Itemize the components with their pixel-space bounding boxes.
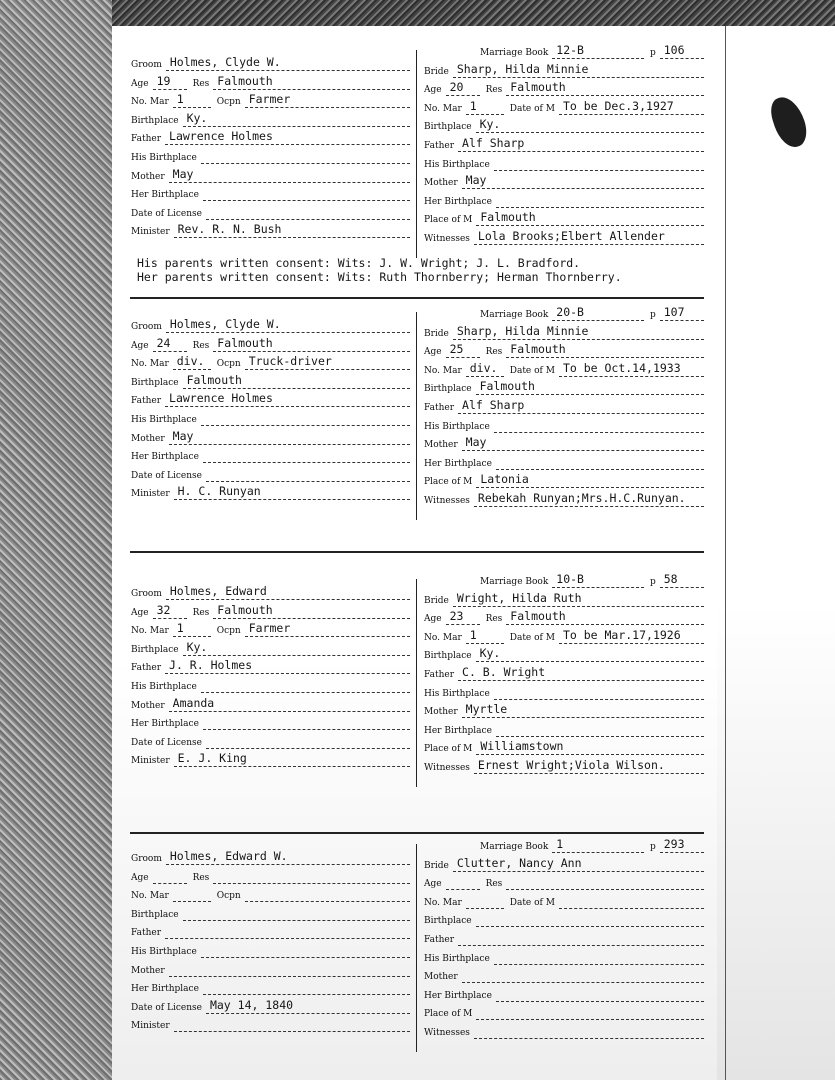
bride-name-value: Sharp, Hilda Minnie xyxy=(456,323,589,338)
bride-page-line xyxy=(660,58,704,59)
bride-mother-line xyxy=(462,450,704,451)
bride-witnesses-label: Witnesses xyxy=(424,234,470,244)
groom-minister-value: H. C. Runyan xyxy=(177,484,261,499)
groom-name-value: Holmes, Clyde W. xyxy=(169,317,281,331)
bride-witnesses-line xyxy=(474,506,704,507)
bride-no-mar-label: No. Mar xyxy=(424,103,462,114)
bride-birthplace-label: Birthplace xyxy=(424,916,472,927)
bride-birthplace-label: Birthplace xyxy=(424,122,472,133)
bride-date-of-m-value: To be Mar.17,1926 xyxy=(562,627,681,642)
bride-age-label: Age xyxy=(424,879,442,890)
groom-age-line xyxy=(153,89,187,90)
groom-res-label: Res xyxy=(192,78,210,89)
groom-age-line xyxy=(153,618,187,619)
bride-father-line xyxy=(458,945,704,946)
groom-groom-label: Groom xyxy=(131,322,162,332)
bride-birthplace-value: Ky. xyxy=(479,117,501,132)
column-divider xyxy=(416,50,417,258)
groom-res-line xyxy=(213,883,410,884)
groom-mother-label: Mother xyxy=(131,433,165,444)
groom-father-value: J. R. Holmes xyxy=(169,658,253,673)
groom-groom-label: Groom xyxy=(131,589,162,599)
bride-mother-label: Mother xyxy=(424,972,458,983)
bride-date-of-m-label: Date of M xyxy=(509,103,555,114)
groom-his-birthplace-label: His Birthplace xyxy=(131,153,197,163)
groom-name-line xyxy=(166,864,410,865)
bride-her-birthplace-label: Her Birthplace xyxy=(424,990,492,1001)
groom-birthplace-label: Birthplace xyxy=(131,909,179,920)
bride-name-value: Clutter, Nancy Ann xyxy=(456,855,582,870)
bride-father-label: Father xyxy=(424,141,455,151)
groom-age-value: 24 xyxy=(156,335,171,350)
groom-date-of-license-label: Date of License xyxy=(131,470,202,481)
groom-ocpn-line xyxy=(245,369,410,370)
groom-her-birthplace-label: Her Birthplace xyxy=(131,452,199,463)
groom-birthplace-value: Falmouth xyxy=(186,372,242,387)
groom-age-value: 32 xyxy=(156,602,171,617)
groom-no-mar-label: No. Mar xyxy=(131,97,169,108)
bride-mother-label: Mother xyxy=(424,440,458,451)
bride-name-line xyxy=(453,606,704,607)
bride-res-line xyxy=(506,889,704,890)
groom-date-of-license-line xyxy=(206,481,410,482)
bride-p-label: p xyxy=(650,48,656,58)
bride-birthplace-value: Ky. xyxy=(479,646,501,661)
bride-no-mar-label: No. Mar xyxy=(424,632,462,643)
bride-age-line xyxy=(446,624,480,625)
bride-bride-label: Bride xyxy=(424,595,449,606)
groom-her-birthplace-line xyxy=(203,200,410,201)
groom-her-birthplace-label: Her Birthplace xyxy=(131,984,199,995)
bride-no-mar-value: div. xyxy=(469,360,498,375)
bride-mother-value: May xyxy=(465,173,487,188)
groom-no-mar-line xyxy=(173,636,211,637)
bride-bride-label: Bride xyxy=(424,860,449,871)
column-divider xyxy=(416,579,417,787)
bride-age-line xyxy=(446,889,480,890)
groom-birthplace-value: Ky. xyxy=(186,639,208,654)
bride-res-label: Res xyxy=(485,879,503,890)
bride-marriage-book-label: Marriage Book xyxy=(480,48,549,58)
bride-date-of-m-value: To be Dec.3,1927 xyxy=(562,98,674,113)
groom-no-mar-label: No. Mar xyxy=(131,891,169,902)
bride-witnesses-line xyxy=(474,773,704,774)
bride-her-birthplace-label: Her Birthplace xyxy=(424,725,492,736)
scan-border-left xyxy=(0,0,112,1080)
bride-birthplace-value: Falmouth xyxy=(479,379,535,394)
bride-his-birthplace-label: His Birthplace xyxy=(424,421,490,432)
groom-father-label: Father xyxy=(131,663,162,674)
groom-age-label: Age xyxy=(131,340,149,351)
bride-date-of-m-line xyxy=(559,114,704,115)
groom-minister-value: Rev. R. N. Bush xyxy=(177,222,282,237)
groom-name-value: Holmes, Edward W. xyxy=(169,849,288,863)
bride-book-value: 12-B xyxy=(556,43,584,57)
bride-res-label: Res xyxy=(485,614,503,625)
column-divider xyxy=(416,312,417,520)
groom-birthplace-line xyxy=(183,655,410,656)
bride-page-value: 58 xyxy=(663,572,678,586)
bride-res-label: Res xyxy=(485,85,503,96)
groom-mother-label: Mother xyxy=(131,965,165,976)
groom-age-label: Age xyxy=(131,78,149,89)
bride-date-of-m-line xyxy=(559,643,704,644)
groom-father-label: Father xyxy=(131,396,162,407)
bride-mother-value: Myrtle xyxy=(465,702,508,717)
bride-name-line xyxy=(453,339,704,340)
bride-book-line xyxy=(552,320,644,321)
groom-birthplace-line xyxy=(183,920,410,921)
bride-no-mar-line xyxy=(466,376,504,377)
bride-witnesses-label: Witnesses xyxy=(424,1028,470,1038)
bride-page-value: 107 xyxy=(663,305,685,319)
groom-her-birthplace-line xyxy=(203,462,410,463)
bride-place-of-m-label: Place of M xyxy=(424,477,473,488)
bride-father-line xyxy=(458,680,704,681)
bride-name-line xyxy=(453,77,704,78)
bride-witnesses-line xyxy=(474,1038,704,1039)
bride-father-label: Father xyxy=(424,935,455,945)
bride-res-value: Falmouth xyxy=(510,80,566,95)
groom-birthplace-value: Ky. xyxy=(186,110,208,125)
bride-place-of-m-value: Williamstown xyxy=(480,739,564,754)
groom-birthplace-label: Birthplace xyxy=(131,644,179,655)
bride-p-label: p xyxy=(650,577,656,587)
bride-witnesses-label: Witnesses xyxy=(424,763,470,773)
bride-his-birthplace-line xyxy=(494,964,704,965)
groom-groom-label: Groom xyxy=(131,854,162,864)
bride-book-value: 1 xyxy=(556,837,564,851)
bride-father-label: Father xyxy=(424,670,455,680)
groom-mother-label: Mother xyxy=(131,171,165,182)
scan-border-right xyxy=(717,26,835,1080)
bride-date-of-m-line xyxy=(559,908,704,909)
groom-ocpn-line xyxy=(245,107,410,108)
bride-bride-label: Bride xyxy=(424,328,449,339)
bride-place-of-m-line xyxy=(476,754,704,755)
groom-res-value: Falmouth xyxy=(217,602,273,617)
groom-mother-label: Mother xyxy=(131,700,165,711)
groom-no-mar-line xyxy=(173,107,211,108)
bride-place-of-m-line xyxy=(476,1019,704,1020)
bride-her-birthplace-line xyxy=(496,736,704,737)
groom-name-value: Holmes, Clyde W. xyxy=(169,55,281,69)
groom-mother-line xyxy=(169,976,410,977)
bride-marriage-book-label: Marriage Book xyxy=(480,577,549,587)
bride-age-label: Age xyxy=(424,85,442,96)
groom-father-line xyxy=(165,673,410,674)
bride-place-of-m-value: Latonia xyxy=(480,472,529,487)
bride-age-value: 23 xyxy=(449,609,464,624)
bride-place-of-m-line xyxy=(476,487,704,488)
bride-book-line xyxy=(552,58,644,59)
groom-father-line xyxy=(165,144,410,145)
bride-mother-line xyxy=(462,982,704,983)
groom-ocpn-value: Farmer xyxy=(248,621,291,636)
bride-res-label: Res xyxy=(485,347,503,358)
groom-age-line xyxy=(153,351,187,352)
bride-place-of-m-label: Place of M xyxy=(424,1009,473,1020)
bride-witnesses-value: Lola Brooks;Elbert Allender xyxy=(477,229,665,243)
bride-her-birthplace-label: Her Birthplace xyxy=(424,196,492,207)
groom-mother-line xyxy=(169,182,410,183)
groom-age-value: 19 xyxy=(156,73,171,88)
bride-marriage-book-label: Marriage Book xyxy=(480,310,549,320)
bride-name-line xyxy=(453,871,704,872)
groom-date-of-license-value: May 14, 1840 xyxy=(209,997,294,1012)
bride-mother-line xyxy=(462,188,704,189)
groom-minister-label: Minister xyxy=(131,1021,170,1032)
bride-witnesses-line xyxy=(474,244,704,245)
bride-her-birthplace-label: Her Birthplace xyxy=(424,458,492,469)
groom-birthplace-line xyxy=(183,388,410,389)
bride-res-value: Falmouth xyxy=(510,342,566,357)
record-separator xyxy=(130,297,704,299)
bride-his-birthplace-label: His Birthplace xyxy=(424,688,490,699)
bride-father-line xyxy=(458,151,704,152)
groom-ocpn-value: Farmer xyxy=(248,92,291,107)
bride-her-birthplace-line xyxy=(496,469,704,470)
bride-age-label: Age xyxy=(424,614,442,625)
bride-date-of-m-line xyxy=(559,376,704,377)
bride-book-value: 10-B xyxy=(556,572,584,586)
bride-age-value: 25 xyxy=(449,342,464,357)
bride-marriage-book-label: Marriage Book xyxy=(480,842,549,852)
bride-book-line xyxy=(552,852,644,853)
groom-father-value: Lawrence Holmes xyxy=(169,391,273,406)
groom-no-mar-line xyxy=(173,369,211,370)
groom-minister-value: E. J. King xyxy=(177,751,247,766)
groom-age-label: Age xyxy=(131,872,149,883)
groom-date-of-license-line xyxy=(206,1013,410,1014)
groom-date-of-license-line xyxy=(206,748,410,749)
bride-no-mar-line xyxy=(466,643,504,644)
groom-res-line xyxy=(213,351,410,352)
groom-no-mar-value: 1 xyxy=(176,621,184,636)
groom-father-label: Father xyxy=(131,928,162,939)
bride-place-of-m-label: Place of M xyxy=(424,215,473,226)
bride-birthplace-label: Birthplace xyxy=(424,651,472,662)
groom-minister-label: Minister xyxy=(131,756,170,767)
groom-no-mar-value: div. xyxy=(176,354,205,369)
groom-ocpn-label: Ocpn xyxy=(216,891,241,902)
groom-father-line xyxy=(165,938,410,939)
bride-his-birthplace-line xyxy=(494,432,704,433)
record-separator xyxy=(130,551,704,553)
groom-no-mar-label: No. Mar xyxy=(131,626,169,637)
groom-birthplace-line xyxy=(183,126,410,127)
bride-res-line xyxy=(506,624,704,625)
groom-date-of-license-label: Date of License xyxy=(131,1002,202,1013)
groom-birthplace-label: Birthplace xyxy=(131,115,179,126)
groom-name-line xyxy=(166,332,410,333)
groom-res-label: Res xyxy=(192,872,210,883)
groom-res-value: Falmouth xyxy=(217,335,273,350)
bride-birthplace-line xyxy=(476,394,704,395)
record-card xyxy=(112,26,717,1080)
groom-age-line xyxy=(153,883,187,884)
groom-his-birthplace-line xyxy=(201,692,410,693)
groom-minister-label: Minister xyxy=(131,489,170,500)
groom-no-mar-value: 1 xyxy=(176,92,184,107)
groom-mother-line xyxy=(169,444,410,445)
bride-res-value: Falmouth xyxy=(510,609,566,624)
groom-age-label: Age xyxy=(131,607,149,618)
bride-father-value: Alf Sharp xyxy=(462,398,525,412)
groom-father-label: Father xyxy=(131,134,162,145)
bride-p-label: p xyxy=(650,310,656,320)
bride-no-mar-label: No. Mar xyxy=(424,365,462,376)
groom-his-birthplace-label: His Birthplace xyxy=(131,415,197,425)
groom-father-line xyxy=(165,406,410,407)
bride-age-value: 20 xyxy=(449,80,464,95)
bride-date-of-m-label: Date of M xyxy=(509,897,555,908)
bride-his-birthplace-label: His Birthplace xyxy=(424,953,490,964)
groom-ocpn-line xyxy=(245,901,410,902)
bride-no-mar-value: 1 xyxy=(469,98,477,113)
bride-age-line xyxy=(446,357,480,358)
groom-res-label: Res xyxy=(192,340,210,351)
groom-res-value: Falmouth xyxy=(217,73,273,88)
bride-father-value: C. B. Wright xyxy=(462,665,546,679)
groom-his-birthplace-label: His Birthplace xyxy=(131,682,197,692)
groom-her-birthplace-label: Her Birthplace xyxy=(131,719,199,730)
groom-minister-line xyxy=(174,766,410,767)
bride-witnesses-value: Ernest Wright;Viola Wilson. xyxy=(477,758,665,772)
groom-father-value: Lawrence Holmes xyxy=(169,129,273,144)
bride-name-value: Wright, Hilda Ruth xyxy=(456,590,582,605)
bride-res-line xyxy=(506,95,704,96)
groom-minister-line xyxy=(174,499,410,500)
groom-birthplace-label: Birthplace xyxy=(131,377,179,388)
groom-name-line xyxy=(166,70,410,71)
bride-age-label: Age xyxy=(424,347,442,358)
bride-no-mar-line xyxy=(466,908,504,909)
bride-res-line xyxy=(506,357,704,358)
bride-mother-value: May xyxy=(465,435,487,450)
bride-his-birthplace-line xyxy=(494,699,704,700)
groom-minister-line xyxy=(174,1031,410,1032)
bride-her-birthplace-line xyxy=(496,1001,704,1002)
bride-birthplace-line xyxy=(476,661,704,662)
groom-mother-value: Amanda xyxy=(172,695,215,710)
groom-name-value: Holmes, Edward xyxy=(169,584,267,598)
groom-mother-value: May xyxy=(172,166,194,181)
bride-place-of-m-value: Falmouth xyxy=(480,210,536,225)
bride-no-mar-value: 1 xyxy=(469,627,477,642)
bride-page-line xyxy=(660,320,704,321)
bride-bride-label: Bride xyxy=(424,66,449,77)
bride-place-of-m-label: Place of M xyxy=(424,744,473,755)
bride-birthplace-label: Birthplace xyxy=(424,384,472,395)
bride-father-line xyxy=(458,413,704,414)
consent-note: His parents written consent: Wits: J. W. Wright; J. L. Bradford. xyxy=(137,256,581,270)
bride-book-line xyxy=(552,587,644,588)
column-divider xyxy=(416,844,417,1052)
groom-ocpn-label: Ocpn xyxy=(216,97,241,108)
groom-his-birthplace-label: His Birthplace xyxy=(131,947,197,957)
groom-his-birthplace-line xyxy=(201,957,410,958)
bride-witnesses-label: Witnesses xyxy=(424,496,470,506)
groom-date-of-license-label: Date of License xyxy=(131,737,202,748)
bride-date-of-m-label: Date of M xyxy=(509,632,555,643)
groom-res-line xyxy=(213,618,410,619)
bride-date-of-m-value: To be Oct.14,1933 xyxy=(562,360,681,375)
bride-father-label: Father xyxy=(424,403,455,413)
groom-mother-line xyxy=(169,711,410,712)
groom-mother-value: May xyxy=(172,428,194,443)
groom-his-birthplace-line xyxy=(201,163,410,164)
groom-her-birthplace-line xyxy=(203,729,410,730)
bride-p-label: p xyxy=(650,842,656,852)
bride-page-line xyxy=(660,852,704,853)
groom-his-birthplace-line xyxy=(201,425,410,426)
groom-date-of-license-label: Date of License xyxy=(131,208,202,219)
bride-page-value: 293 xyxy=(663,837,685,851)
bride-date-of-m-label: Date of M xyxy=(509,365,555,376)
bride-name-value: Sharp, Hilda Minnie xyxy=(456,61,589,76)
groom-ocpn-value: Truck-driver xyxy=(248,354,332,369)
groom-no-mar-line xyxy=(173,901,211,902)
bride-birthplace-line xyxy=(476,926,704,927)
bride-witnesses-value: Rebekah Runyan;Mrs.H.C.Runyan. xyxy=(477,491,686,505)
groom-groom-label: Groom xyxy=(131,60,162,70)
bride-place-of-m-line xyxy=(476,225,704,226)
groom-her-birthplace-line xyxy=(203,994,410,995)
groom-no-mar-label: No. Mar xyxy=(131,359,169,370)
bride-mother-line xyxy=(462,717,704,718)
groom-minister-label: Minister xyxy=(131,227,170,238)
groom-ocpn-label: Ocpn xyxy=(216,626,241,637)
consent-note: Her parents written consent: Wits: Ruth Thornberry; Herman Thornberry. xyxy=(137,270,622,284)
bride-his-birthplace-label: His Birthplace xyxy=(424,159,490,170)
groom-res-line xyxy=(213,89,410,90)
bride-no-mar-line xyxy=(466,114,504,115)
bride-age-line xyxy=(446,95,480,96)
groom-minister-line xyxy=(174,237,410,238)
bride-mother-label: Mother xyxy=(424,178,458,189)
bride-birthplace-line xyxy=(476,132,704,133)
bride-his-birthplace-line xyxy=(494,170,704,171)
scan-border-top xyxy=(112,0,835,26)
bride-no-mar-label: No. Mar xyxy=(424,897,462,908)
bride-father-value: Alf Sharp xyxy=(462,136,525,150)
groom-ocpn-label: Ocpn xyxy=(216,359,241,370)
bride-mother-label: Mother xyxy=(424,707,458,718)
groom-date-of-license-line xyxy=(206,219,410,220)
bride-page-line xyxy=(660,587,704,588)
groom-her-birthplace-label: Her Birthplace xyxy=(131,190,199,201)
record-separator xyxy=(130,832,704,834)
groom-ocpn-line xyxy=(245,636,410,637)
groom-name-line xyxy=(166,599,410,600)
bride-page-value: 106 xyxy=(663,43,685,57)
groom-res-label: Res xyxy=(192,607,210,618)
bride-book-value: 20-B xyxy=(556,305,584,319)
bride-her-birthplace-line xyxy=(496,207,704,208)
